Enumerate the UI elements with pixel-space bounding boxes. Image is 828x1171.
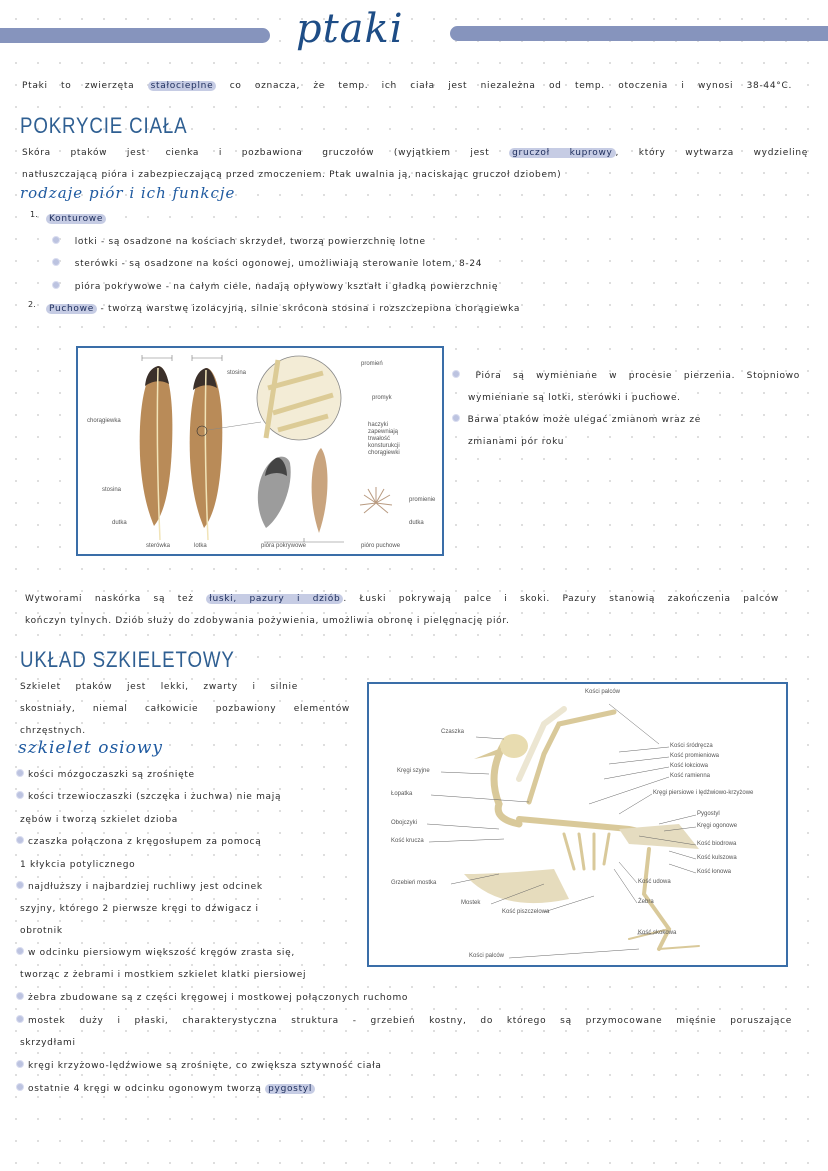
- label-promyk: promyk: [372, 395, 392, 401]
- title-bar-right: [450, 26, 828, 41]
- highlight: gruczoł kuprowy: [509, 148, 615, 158]
- bullet-icon: [52, 258, 60, 266]
- bullet-icon: [16, 791, 24, 799]
- list-item: [52, 258, 482, 270]
- text: , który wytwarza wydzielinę: [615, 148, 808, 158]
- label-obojczyki: Obojczyki: [391, 820, 418, 826]
- label-udowa: Kość udowa: [638, 879, 671, 885]
- highlight: Konturowe: [46, 214, 106, 224]
- bullet-icon: [52, 281, 60, 289]
- label-piszczelowa: Kość piszczelowa: [502, 909, 550, 915]
- subheading-feathers: rodzaje piór i ich funkcje: [20, 184, 236, 202]
- side-note: [452, 414, 701, 426]
- label-pokrywowe: pióra pokrywowe: [261, 543, 307, 549]
- label-srodrecza: Kości śródręcza: [670, 743, 713, 749]
- text: czaszka połączona z kręgosłupem za pomocą: [28, 837, 262, 847]
- list-number: 1.: [30, 210, 38, 219]
- list-item: [20, 814, 178, 826]
- label-krucza: Kość krucza: [391, 838, 424, 844]
- label-stosina-top: stosina: [227, 370, 247, 376]
- text: zapewniają: [368, 429, 399, 435]
- list-item: [16, 1060, 382, 1072]
- text: skrzydłami: [20, 1038, 76, 1048]
- bullet-icon: [16, 836, 24, 844]
- highlight: Puchowe: [46, 304, 97, 314]
- bullet-icon: [452, 370, 460, 378]
- label-dutka-down: dutka: [409, 520, 424, 526]
- text: obrotnik: [20, 926, 63, 936]
- label-choragiewka: chorągiewka: [87, 418, 121, 424]
- list-item: [20, 969, 306, 981]
- text: najdłuższy i najbardziej ruchliwy jest odcinek: [28, 882, 263, 892]
- label-ramienna: Kość ramienna: [670, 773, 711, 779]
- list-item: [16, 947, 295, 959]
- list-item: [16, 836, 261, 848]
- paragraph: skostniały, niemal całkowicie pozbawiony elementów: [20, 704, 350, 714]
- page-title: ptaki: [296, 6, 404, 52]
- title-bar-left: [0, 28, 270, 43]
- label-palce_top: Kości palców: [585, 689, 621, 695]
- bullet-icon: [16, 992, 24, 1000]
- paragraph: natłuszczającą pióra i zabezpieczającą przed zmoczeniem. Ptak uwalnia ją, naciskając gruczoł dziobem): [22, 170, 562, 180]
- label-szyjne: Kręgi szyjne: [397, 768, 430, 774]
- label-kulszowa: Kość kulszowa: [697, 855, 737, 861]
- label-stosina: stosina: [102, 487, 122, 493]
- bullet-icon: [16, 881, 24, 889]
- list-item: [16, 769, 195, 781]
- skeleton-diagram: [367, 682, 788, 967]
- label-lokciowa: Kość łokciowa: [670, 763, 709, 769]
- text: co oznacza, że temp. ich ciała jest niezależna od temp. otoczenia i wynosi 38-44°C.: [229, 81, 792, 91]
- label-lotka: lotka: [194, 543, 207, 549]
- text: . Łuski pokrywają palce i skoki. Pazury stanowią zakończenia palców: [343, 594, 779, 604]
- list-item: [16, 791, 281, 803]
- feather-type: [46, 213, 106, 225]
- text: kręgi krzyżowo-lędźwiowe są zrośnięte, co zwiększa sztywność ciała: [28, 1061, 382, 1071]
- paragraph: kończyn tylnych. Dziób służy do zdobywania pożywienia, umożliwia obronę i pielęgnację piór.: [25, 616, 510, 626]
- label-promien: promień: [361, 361, 383, 367]
- section-heading-covering: POKRYCIE CIAŁA: [20, 113, 188, 138]
- list-item: [20, 925, 63, 937]
- text: pióra pokrywowe - na całym ciele, nadają opływowy kształt i gładką powierzchnię: [74, 282, 499, 292]
- feather-type: [46, 303, 520, 315]
- list-item: [16, 881, 263, 893]
- label-sterowka: sterówka: [146, 543, 171, 549]
- label-haczyki: [368, 422, 400, 457]
- label-dutka: dutka: [112, 520, 127, 526]
- bullet-icon: [16, 947, 24, 955]
- list-item: [16, 1083, 315, 1095]
- label-promieniowa: Kość promieniowa: [670, 753, 720, 759]
- subheading-axial: szkielet osiowy: [18, 738, 163, 758]
- text: zębów i tworzą szkielet dzioba: [20, 815, 179, 825]
- highlight: stałocieplne: [148, 81, 217, 91]
- paragraph: [25, 593, 779, 605]
- text: trwałość: [368, 436, 391, 442]
- text: Ptaki to zwierzęta: [22, 81, 135, 91]
- text: chorągiewki: [368, 450, 400, 456]
- list-item: [20, 903, 259, 915]
- text: Skóra ptaków jest cienka i pozbawiona gruczołów (wyjątkiem jest: [22, 148, 490, 158]
- text: ostatnie 4 kręgi w odcinku ogonowym tworzą: [28, 1084, 262, 1094]
- label-biodrowa: Kość biodrowa: [697, 841, 737, 847]
- list-number: 2.: [28, 300, 36, 309]
- label-zebra: Żebra: [638, 899, 654, 905]
- text: Wytworami naskórka są też: [25, 594, 194, 604]
- text: Barwa ptaków może ulegać zmianom wraz ze: [467, 415, 702, 425]
- text: kości trzewioczaszki (szczęka i żuchwa) nie mają: [28, 792, 282, 802]
- list-item: [16, 1015, 792, 1027]
- intro-text: [22, 80, 792, 92]
- list-item: [16, 992, 408, 1004]
- text: konsturukcji: [368, 443, 400, 449]
- text: kości mózgoczaszki są zrośnięte: [28, 770, 195, 780]
- feather-diagram: [76, 346, 444, 556]
- label-skokowa: Kość skokowa: [638, 930, 677, 936]
- text: - tworzą warstwę izolacyjną, silnie skrócona stosina i rozszczepiona chorągiewka: [100, 304, 521, 314]
- paragraph: Szkielet ptaków jest lekki, zwarty i silnie: [20, 682, 298, 692]
- label-promienie: promienie: [409, 497, 436, 503]
- side-note: zmianami pór roku: [468, 437, 565, 447]
- bullet-icon: [452, 414, 460, 422]
- label-piersiowe: Kręgi piersiowe i lędźwiowo-krzyżowe: [653, 790, 754, 796]
- text: 1 kłykcia potylicznego: [20, 860, 136, 870]
- text: Pióra są wymieniane w procesie pierzenia. Stopniowo: [475, 371, 800, 381]
- bullet-icon: [16, 1060, 24, 1068]
- text: mostek duży i płaski, charakterystyczna struktura - grzebień kostny, do którego są przymocowane mięśnie poruszające: [28, 1016, 792, 1026]
- paragraph: chrzęstnych.: [20, 726, 86, 736]
- text: żebra zbudowane są z części kręgowej i mostkowej połączonych ruchomo: [28, 993, 409, 1003]
- highlight: pygostyl: [265, 1084, 315, 1094]
- label-lonowa: Kość łonowa: [697, 869, 732, 875]
- list-item: [20, 1037, 76, 1049]
- paragraph: [22, 147, 808, 159]
- bullet-icon: [52, 236, 60, 244]
- highlight: łuski, pazury i dziób: [206, 594, 343, 604]
- label-lopatka: Łopatka: [391, 791, 413, 797]
- label-czaszka: Czaszka: [441, 729, 465, 735]
- text: szyjny, którego 2 pierwsze kręgi to dźwigacz i: [20, 904, 259, 914]
- label-pygostyl: Pygostyl: [697, 811, 720, 817]
- bullet-icon: [16, 1083, 24, 1091]
- text: sterówki - są osadzone na kości ogonowej, umożliwiają sterowanie lotem, 8-24: [74, 259, 483, 269]
- side-note: wymieniane są lotki, sterówki i puchowe.: [468, 393, 681, 403]
- bullet-icon: [16, 769, 24, 777]
- label-palce_bottom: Kości palców: [469, 953, 505, 959]
- bullet-icon: [16, 1015, 24, 1023]
- label-puchowe: pióro puchowe: [361, 543, 401, 549]
- list-item: [52, 236, 426, 248]
- text: w odcinku piersiowym większość kręgów zrasta się,: [28, 948, 295, 958]
- label-grzebien: Grzebień mostka: [391, 880, 437, 886]
- list-item: [52, 281, 498, 293]
- side-note: [452, 370, 800, 382]
- label-mostek: Mostek: [461, 900, 481, 906]
- text: haczyki: [368, 422, 389, 428]
- list-item: [20, 859, 135, 871]
- text: lotki - są osadzone na kościach skrzydeł, tworzą powierzchnię lotne: [74, 237, 426, 247]
- text: tworząc z żebrami i mostkiem szkielet klatki piersiowej: [20, 970, 307, 980]
- label-ogonowe: Kręgi ogonowe: [697, 823, 738, 829]
- section-heading-skeleton: UKŁAD SZKIELETOWY: [20, 647, 235, 672]
